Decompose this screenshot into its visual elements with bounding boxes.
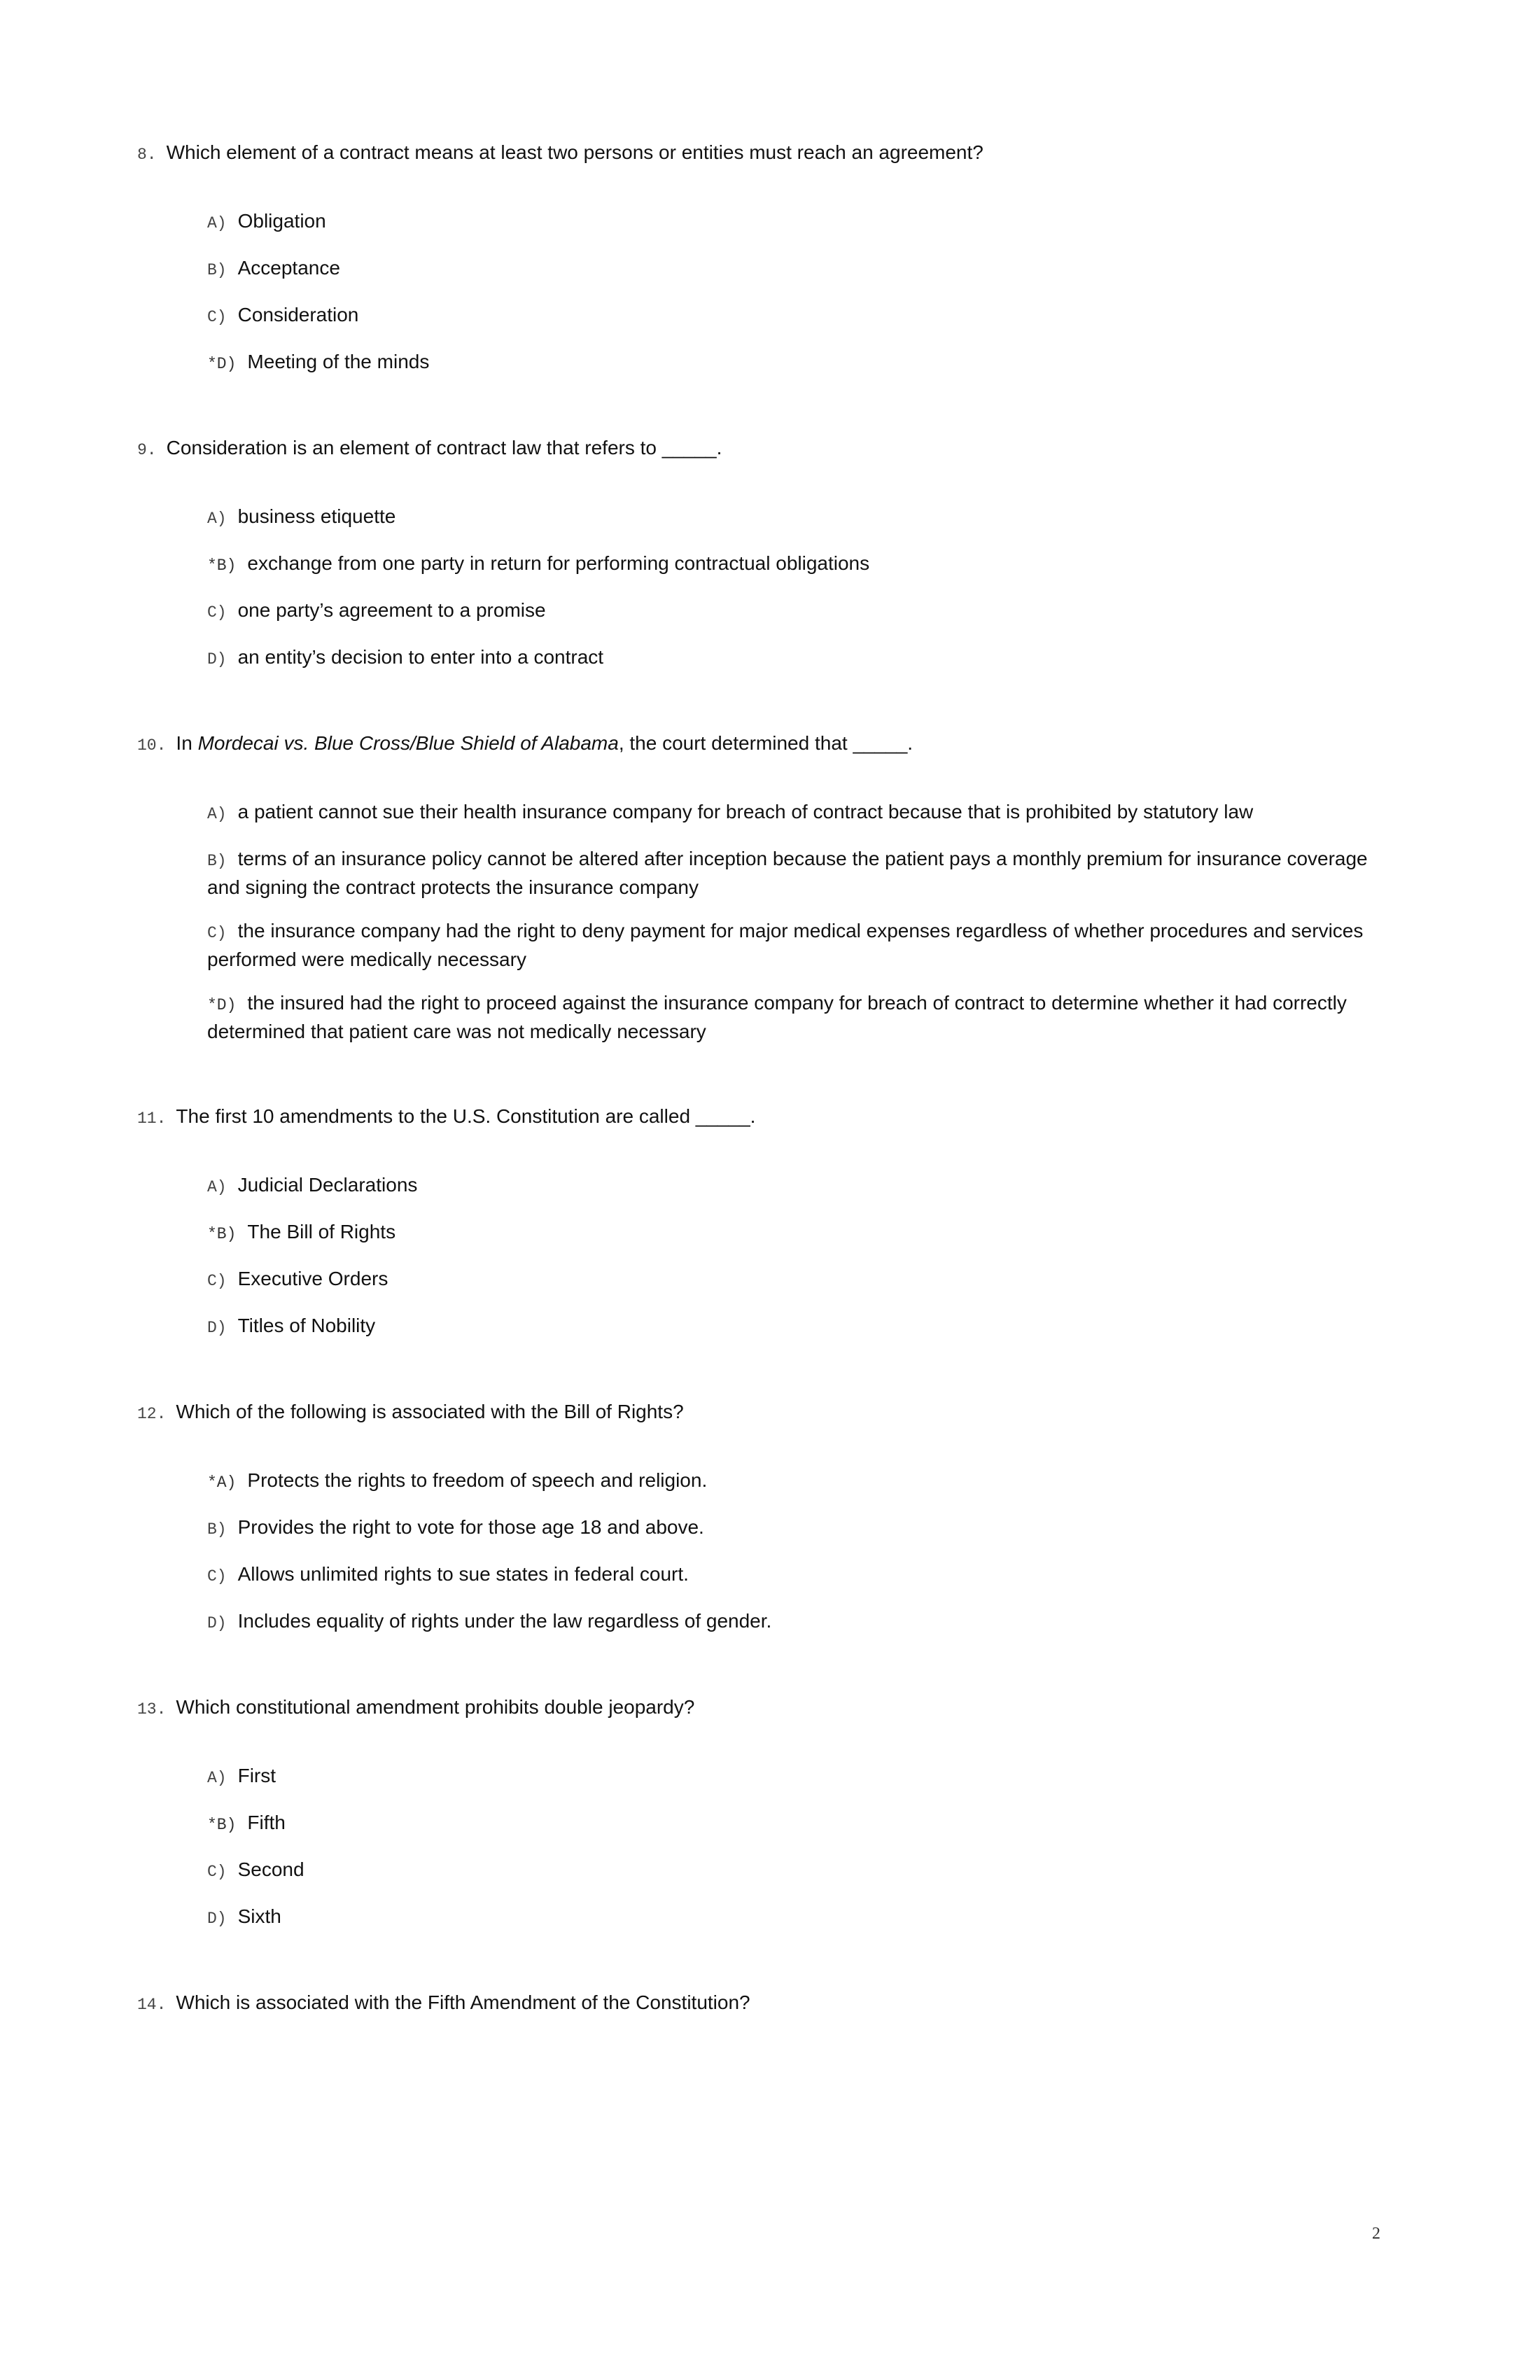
option-letter: A) [207, 214, 227, 232]
option-letter: A) [207, 1178, 227, 1196]
option-letter: D) [207, 1910, 227, 1928]
option-text: business etiquette [237, 505, 396, 527]
option-letter: C) [207, 603, 227, 622]
question-text [176, 732, 913, 754]
question-12 [137, 1398, 1383, 1632]
option-b [207, 846, 1369, 901]
option-d-correct [207, 349, 1369, 377]
question-number: 12. [137, 1405, 167, 1423]
option-text: terms of an insurance policy cannot be altered after inception because the patient pays a monthly premium for insurance coverage and signing the contract protects the insurance company [207, 848, 1368, 898]
option-c [207, 918, 1369, 973]
option-text: First [237, 1765, 276, 1786]
option-a [207, 1763, 1369, 1791]
option-letter: *B) [207, 1816, 237, 1834]
option-letter: *D) [207, 355, 237, 373]
option-c [207, 1266, 1369, 1294]
question-stem [137, 1398, 1383, 1428]
option-letter: C) [207, 1863, 227, 1881]
option-a [207, 1172, 1369, 1200]
option-d [207, 1312, 1369, 1341]
question-13 [137, 1693, 1383, 1928]
option-c [207, 1856, 1369, 1885]
option-d [207, 644, 1369, 673]
question-stem [137, 1693, 1383, 1723]
option-b-correct [207, 550, 1369, 579]
option-letter: A) [207, 1769, 227, 1787]
option-text: Sixth [237, 1905, 281, 1927]
option-text: one party’s agreement to a promise [237, 599, 546, 621]
question-number: 13. [137, 1700, 167, 1718]
question-14 [137, 1989, 1383, 2019]
option-a-correct [207, 1467, 1369, 1496]
option-letter: B) [207, 261, 227, 279]
question-stem [137, 1102, 1383, 1133]
question-9 [137, 434, 1383, 668]
option-letter: C) [207, 1567, 227, 1586]
option-a [207, 799, 1369, 827]
option-d [207, 1608, 1369, 1637]
question-number: 10. [137, 736, 167, 755]
option-letter: C) [207, 1272, 227, 1290]
option-text: Allows unlimited rights to sue states in federal court. [237, 1563, 689, 1585]
option-letter: B) [207, 852, 227, 870]
option-d-correct [207, 990, 1369, 1045]
question-11 [137, 1102, 1383, 1337]
option-letter: C) [207, 308, 227, 326]
option-text: Executive Orders [237, 1268, 388, 1289]
option-text: Meeting of the minds [247, 351, 430, 372]
option-b-correct [207, 1219, 1369, 1247]
option-text: Obligation [237, 210, 326, 232]
question-text: Which element of a contract means at least two persons or entities must reach an agreement? [166, 141, 983, 163]
question-number: 11. [137, 1110, 167, 1128]
option-text: Second [237, 1858, 304, 1880]
option-a [207, 208, 1369, 237]
option-b [207, 1514, 1369, 1543]
option-letter: *B) [207, 556, 237, 575]
option-text: The Bill of Rights [247, 1221, 396, 1242]
option-text: the insured had the right to proceed against the insurance company for breach of contract to determine whether it had correctly determined that patient care was not medically necessary [207, 992, 1347, 1042]
question-stem [137, 1989, 1383, 2019]
question-text: Which is associated with the Fifth Amendment of the Constitution? [176, 1991, 750, 2013]
question-stem [137, 139, 1383, 169]
option-text: an entity’s decision to enter into a contract [237, 646, 604, 668]
option-letter: *A) [207, 1474, 237, 1492]
option-text: Titles of Nobility [237, 1315, 376, 1336]
question-text: The first 10 amendments to the U.S. Constitution are called _____. [176, 1105, 756, 1127]
question-stem [137, 434, 1383, 464]
option-letter: B) [207, 1520, 227, 1539]
question-text: Consideration is an element of contract law that refers to _____. [166, 437, 722, 458]
option-c [207, 1561, 1369, 1590]
question-number: 9. [137, 441, 157, 459]
question-10 [137, 729, 1383, 1042]
option-letter: A) [207, 510, 227, 528]
question-text: Which of the following is associated with the Bill of Rights? [176, 1401, 684, 1422]
option-text: Includes equality of rights under the law regardless of gender. [237, 1610, 772, 1632]
option-text: the insurance company had the right to deny payment for major medical expenses regardless of whether procedures and services performed were medically necessary [207, 920, 1364, 970]
option-text: Acceptance [237, 257, 340, 279]
option-letter: D) [207, 1319, 227, 1337]
option-letter: D) [207, 650, 227, 668]
page-number: 2 [1372, 2225, 1380, 2243]
option-text: Protects the rights to freedom of speech and religion. [247, 1469, 708, 1491]
option-b-correct [207, 1809, 1369, 1838]
question-number: 14. [137, 1996, 167, 2014]
option-text: Provides the right to vote for those age 18 and above. [237, 1516, 704, 1538]
option-d [207, 1903, 1369, 1932]
option-b [207, 255, 1369, 284]
question-8 [137, 139, 1383, 373]
option-text: Fifth [247, 1812, 286, 1833]
question-text: Which constitutional amendment prohibits double jeopardy? [176, 1696, 695, 1718]
option-letter: C) [207, 924, 227, 942]
option-c [207, 302, 1369, 330]
option-text: a patient cannot sue their health insurance company for breach of contract because that is prohibited by statutory law [237, 801, 1254, 822]
option-text: Consideration [237, 304, 359, 326]
option-a [207, 503, 1369, 532]
option-text: exchange from one party in return for performing contractual obligations [247, 552, 870, 574]
option-c [207, 597, 1369, 626]
question-stem [137, 729, 1383, 760]
question-text-prefix: In [176, 732, 198, 754]
question-text-suffix: , the court determined that _____. [618, 732, 913, 754]
option-letter: D) [207, 1614, 227, 1632]
option-letter: *D) [207, 996, 237, 1014]
option-letter: *B) [207, 1225, 237, 1243]
case-name: Mordecai vs. Blue Cross/Blue Shield of Alabama [197, 732, 619, 754]
question-number: 8. [137, 146, 157, 164]
option-letter: A) [207, 805, 227, 823]
option-text: Judicial Declarations [237, 1174, 418, 1196]
